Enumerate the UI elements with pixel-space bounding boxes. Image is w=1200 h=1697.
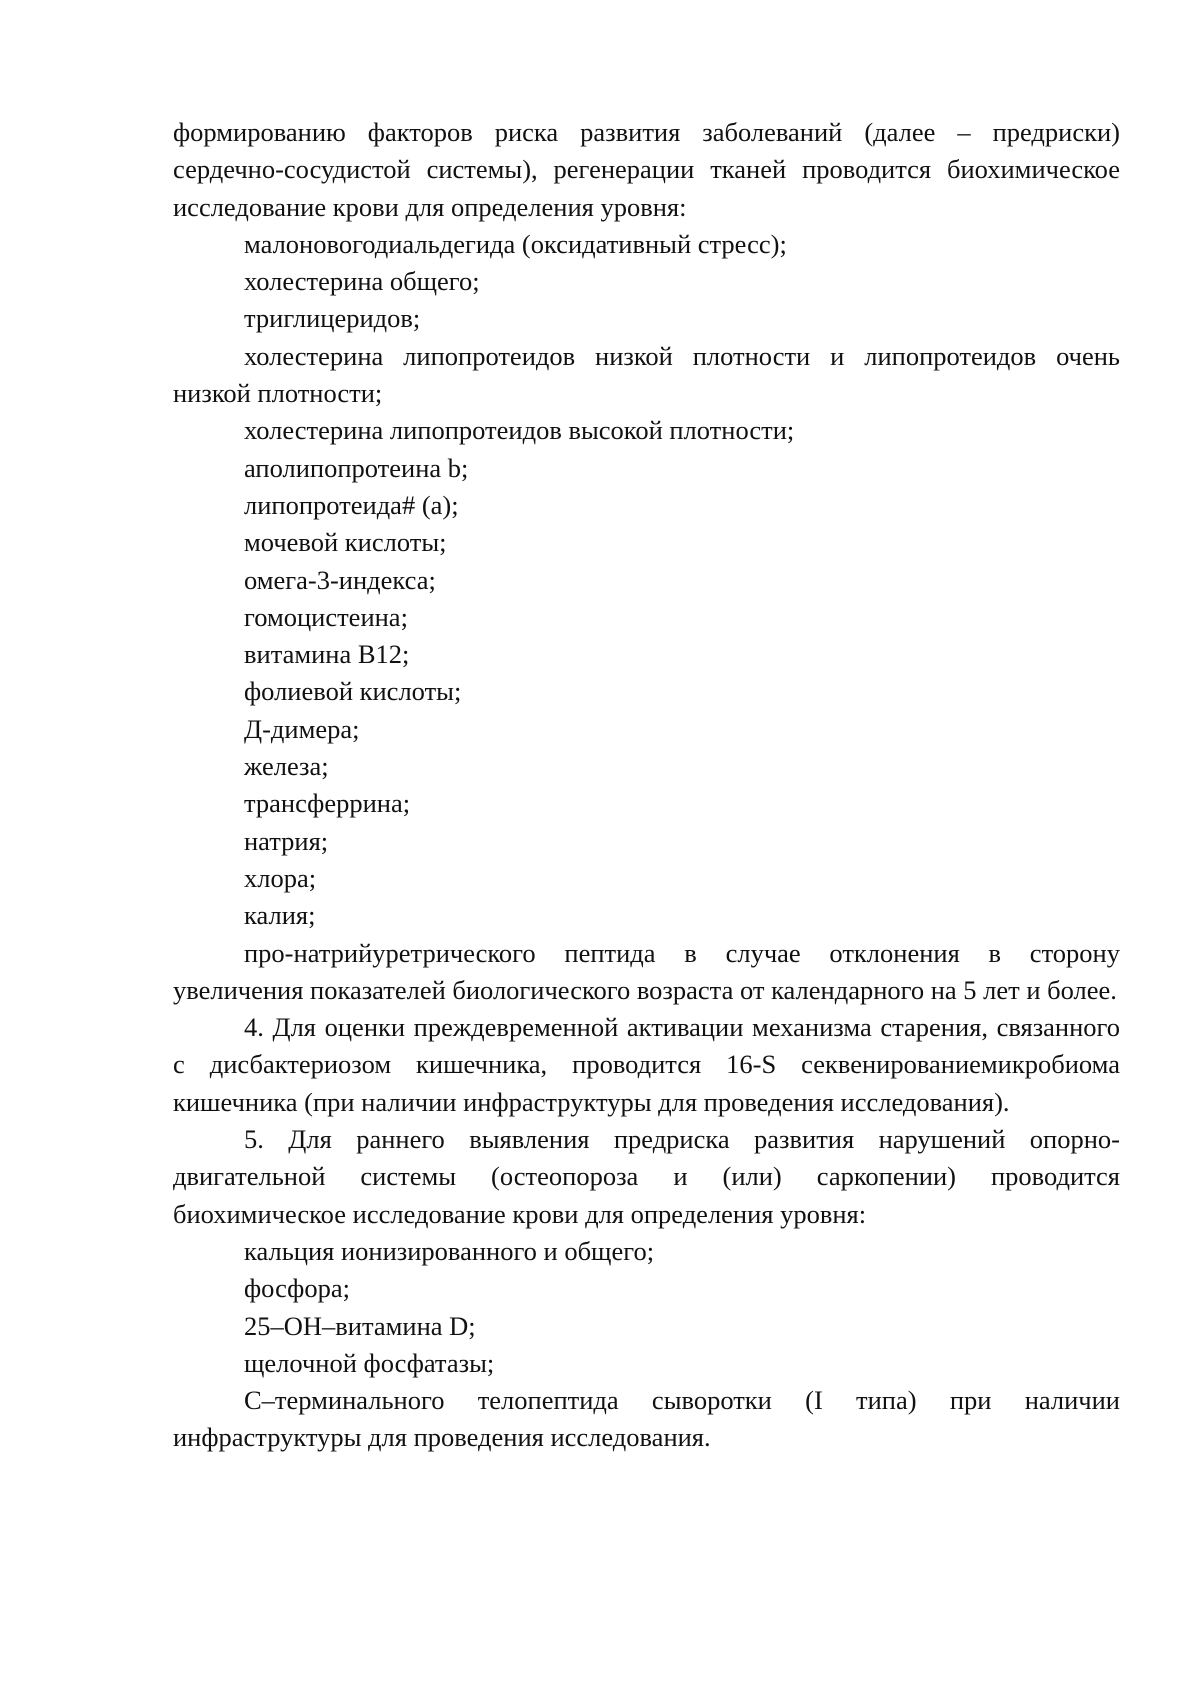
section-4-paragraph: 4. Для оценки преждевременной активации механизма старения, связанного с дисбактериозом кишечника, проводится 16-S секвенированиемикробиома кишечника (при наличии инфраструктуры для проведения исследования). bbox=[173, 1012, 1120, 1117]
list-item: 25–OH–витамина D; bbox=[244, 1310, 476, 1341]
list-item: липопротеида# (a); bbox=[244, 489, 459, 520]
list-item: мочевой кислоты; bbox=[244, 527, 447, 558]
document-page bbox=[173, 114, 1120, 1457]
list-item: витамина B12; bbox=[244, 639, 410, 670]
section-5-paragraph: 5. Для раннего выявления предриска развития нарушений опорно-двигательной системы (остеопороза и (или) саркопении) проводится биохимическое исследование крови для определения уровня: bbox=[173, 1124, 1120, 1229]
list-item: хлора; bbox=[244, 862, 317, 893]
list-item: малоновогодиальдегида (оксидативный стресс); bbox=[244, 228, 787, 259]
list-item: железа; bbox=[244, 751, 329, 782]
list-item: триглицеридов; bbox=[244, 303, 421, 334]
list-item: щелочной фосфатазы; bbox=[244, 1347, 495, 1378]
intro-paragraph: формированию факторов риска развития заболеваний (далее – предриски) сердечно-сосудистой системы), регенерации тканей проводится биохимическое исследование крови для определения уровня: bbox=[173, 117, 1120, 222]
list-item: кальция ионизированного и общего; bbox=[244, 1235, 655, 1266]
list-item: Д-димера; bbox=[244, 713, 360, 744]
list-item: калия; bbox=[244, 900, 316, 931]
list-item: фолиевой кислоты; bbox=[244, 676, 462, 707]
list-item: фосфора; bbox=[244, 1273, 350, 1304]
peptide-paragraph: про-натрийуретрического пептида в случае отклонения в сторону увеличения показателей биологического возраста от календарного на 5 лет и более. bbox=[173, 937, 1120, 1005]
list-item: омега-3-индекса; bbox=[244, 564, 436, 595]
list-item: холестерина общего; bbox=[244, 266, 480, 297]
list-item: натрия; bbox=[244, 825, 329, 856]
list-item: аполипопротеина b; bbox=[244, 452, 469, 483]
list-item: трансферрина; bbox=[244, 788, 411, 819]
ldl-paragraph: холестерина липопротеидов низкой плотности и липопротеидов очень низкой плотности; bbox=[173, 340, 1120, 409]
ctx-paragraph: С–терминального телопептида сыворотки (I типа) при наличии инфраструктуры для проведения исследования. bbox=[173, 1385, 1120, 1453]
list-item: гомоцистеина; bbox=[244, 601, 408, 632]
list-item: холестерина липопротеидов высокой плотности; bbox=[244, 415, 795, 446]
